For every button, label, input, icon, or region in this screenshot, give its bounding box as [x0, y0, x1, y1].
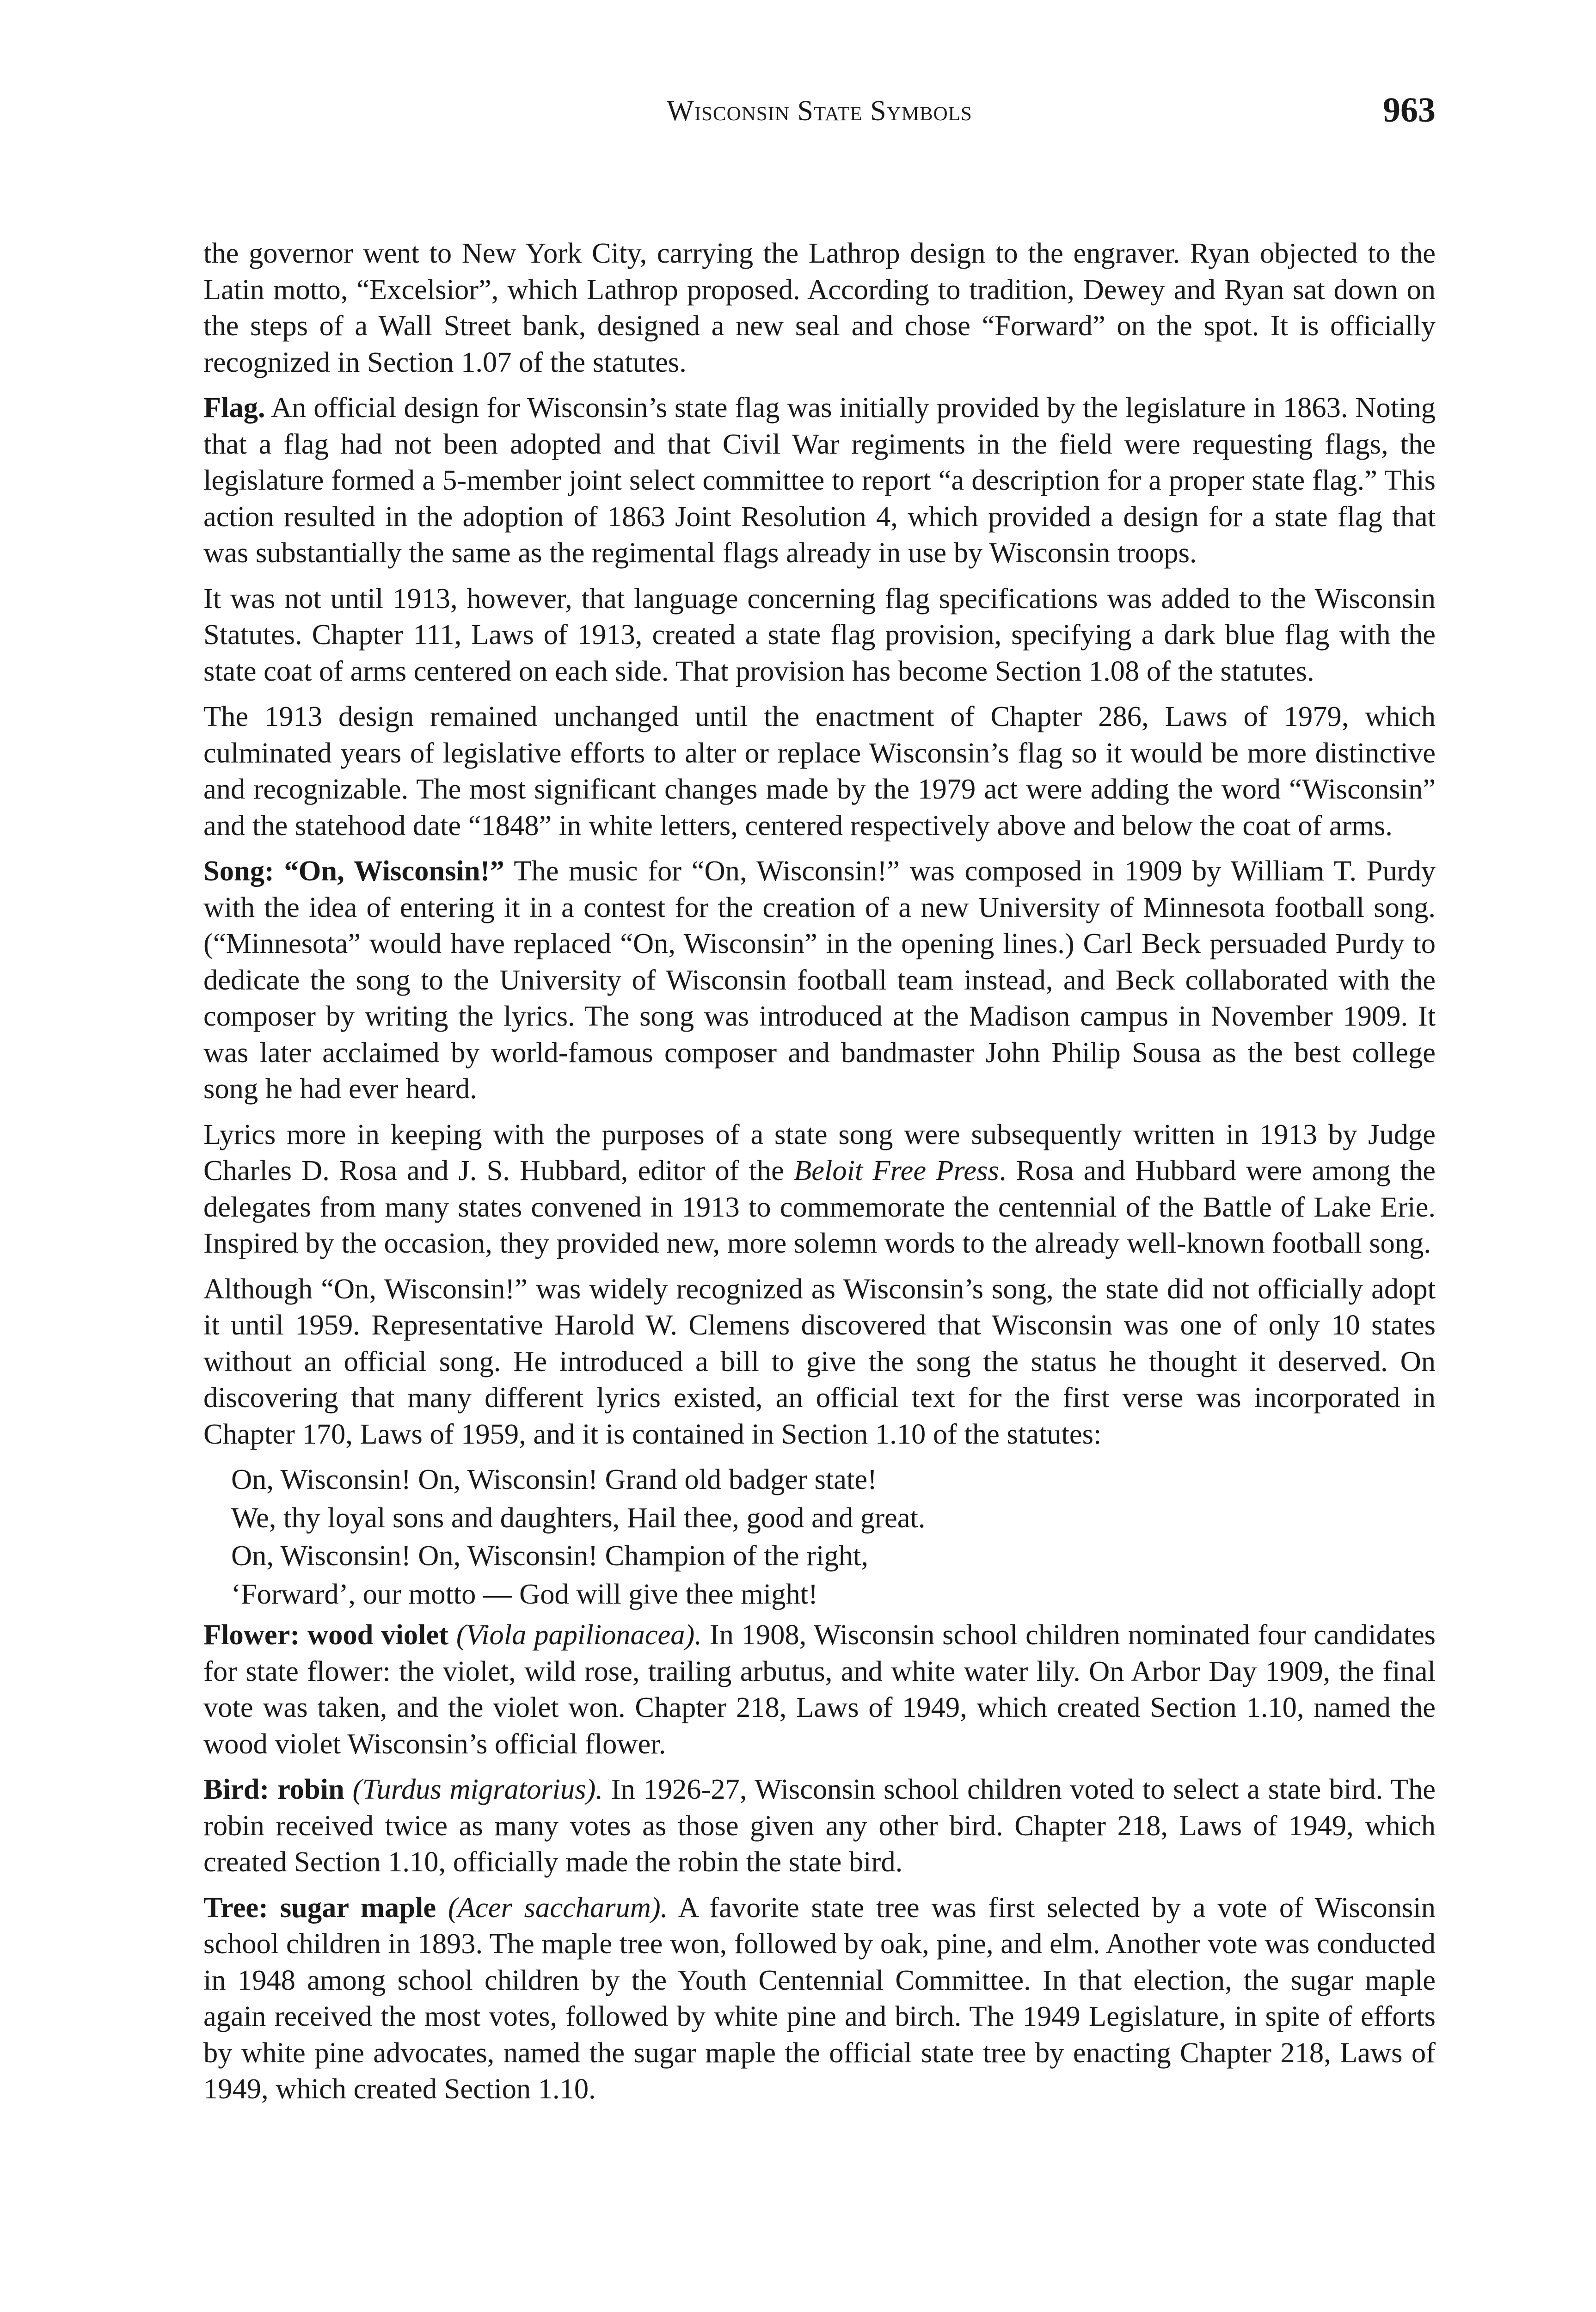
latin-name: (Acer saccharum).	[436, 1891, 668, 1924]
section-heading-flower: Flower: wood violet	[203, 1618, 449, 1651]
paragraph-text: An official design for Wisconsin’s state flag was initially provided by the legislature in 1863. Noting that a flag had not been adopted and that Civil War regiments in the field were requesting flags, the legislature formed a 5-member joint select committee to report “a description for a proper state flag.” This action resulted in the adoption of 1863 Joint Resolution 4, which provided a design for a state flag that was substantially the same as the regimental flags already in use by Wisconsin troops.	[203, 391, 1436, 569]
paragraph-text: the governor went to New York City, carrying the Lathrop design to the engraver. Ryan objected to the Latin motto, “Excelsior”, which Lathrop proposed. According to tradition, Dewey and Ryan sat down on the steps of a Wall Street bank, designed a new seal and chose “Forward” on the spot. It is officially recognized in Section 1.07 of the statutes.	[203, 237, 1436, 378]
running-head: Wisconsin State Symbols	[667, 95, 972, 127]
latin-name: (Viola papilionacea).	[448, 1618, 702, 1651]
paragraph-song-3	[203, 1271, 1436, 1452]
paragraph-text: The music for “On, Wisconsin!” was composed in 1909 by William T. Purdy with the idea of entering it in a contest for the creation of a new University of Minnesota football song. (“Minnesota” would have replaced “On, Wisconsin” in the opening lines.) Carl Beck persuaded Purdy to dedicate the song to the University of Wisconsin football team instead, and Beck collaborated with the composer by writing the lyrics. The song was introduced at the Madison campus in November 1909. It was later acclaimed by world-famous composer and bandmaster John Philip Sousa as the best college song he had ever heard.	[203, 855, 1436, 1105]
paragraph-text: In 1908, Wisconsin school children nominated four candidates for state flower: the violet, wild rose, trailing arbutus, and white water lily. On Arbor Day 1909, the final vote was taken, and the violet won. Chapter 218, Laws of 1949, which created Section 1.10, named the wood violet Wisconsin’s official flower.	[203, 1618, 1436, 1760]
paragraph-tree	[203, 1889, 1436, 2107]
page-number: 963	[1383, 91, 1436, 129]
paragraph-text: Although “On, Wisconsin!” was widely recognized as Wisconsin’s song, the state did not officially adopt it until 1959. Representative Harold W. Clemens discovered that Wisconsin was one of only 10 states without an official song. He introduced a bill to give the song the status he thought it deserved. On discovering that many different lyrics existed, an official text for the first verse was incorporated in Chapter 170, Laws of 1959, and it is contained in Section 1.10 of the statutes:	[203, 1272, 1436, 1450]
paragraph-flower	[203, 1617, 1436, 1762]
lyric-line: We, thy loyal sons and daughters, Hail thee, good and great.	[231, 1501, 926, 1534]
section-heading-bird: Bird: robin	[203, 1773, 344, 1805]
lyric-line: ‘Forward’, our motto — God will give thee might!	[231, 1577, 818, 1610]
paragraph-text: The 1913 design remained unchanged until the enactment of Chapter 286, Laws of 1979, which culminated years of legislative efforts to alter or replace Wisconsin’s flag so it would be more distinctive and recognizable. The most significant changes made by the 1979 act were adding the word “Wisconsin” and the statehood date “1848” in white letters, centered respectively above and below the coat of arms.	[203, 700, 1436, 842]
paragraph-text: A favorite state tree was first selected by a vote of Wisconsin school children in 1893. The maple tree won, followed by oak, pine, and elm. Another vote was conducted in 1948 among school children by the Youth Centennial Committee. In that election, the sugar maple again received the most votes, followed by white pine and birch. The 1949 Legislature, in spite of efforts by white pine advocates, named the sugar maple the official state tree by enacting Chapter 218, Laws of 1949, which created Section 1.10.	[203, 1891, 1436, 2105]
section-heading-flag: Flag.	[203, 391, 265, 424]
paragraph-text: Lyrics more in keeping with the purposes of a state song were subsequently written in 1913 by Judge Charles D. Rosa and J. S. Hubbard, editor of the	[203, 1118, 1436, 1187]
section-heading-song: Song: “On, Wisconsin!”	[203, 855, 504, 887]
paragraph-text: . Rosa and Hubbard were among the delegates from many states convened in 1913 to commemorate the centennial of the Battle of Lake Erie. Inspired by the occasion, they provided new, more solemn words to the already well-known football song.	[203, 1154, 1436, 1259]
page-header	[203, 81, 1436, 136]
paragraph-flag-2	[203, 580, 1436, 689]
newspaper-title: Beloit Free Press	[794, 1154, 999, 1187]
paragraph-text: It was not until 1913, however, that language concerning flag specifications was added to the Wisconsin Statutes. Chapter 111, Laws of 1913, created a state flag provision, specifying a dark blue flag with the state coat of arms centered on each side. That provision has become Section 1.08 of the statutes.	[203, 582, 1436, 687]
lyric-line: On, Wisconsin! On, Wisconsin! Champion of the right,	[231, 1539, 868, 1572]
paragraph-bird	[203, 1771, 1436, 1880]
song-lyrics	[231, 1461, 1436, 1612]
paragraph-flag-3	[203, 698, 1436, 843]
paragraph-seal-end	[203, 235, 1436, 380]
paragraph-song-2	[203, 1116, 1436, 1261]
lyric-line: On, Wisconsin! On, Wisconsin! Grand old badger state!	[231, 1463, 877, 1495]
latin-name: (Turdus migratorius).	[344, 1773, 603, 1805]
document-body	[203, 235, 1436, 2116]
section-heading-tree: Tree: sugar maple	[203, 1891, 436, 1924]
paragraph-text: In 1926-27, Wisconsin school children voted to select a state bird. The robin received twice as many votes as those given any other bird. Chapter 218, Laws of 1949, which created Section 1.10, officially made the robin the state bird.	[203, 1773, 1436, 1878]
paragraph-song-1	[203, 853, 1436, 1107]
paragraph-flag-1	[203, 389, 1436, 571]
